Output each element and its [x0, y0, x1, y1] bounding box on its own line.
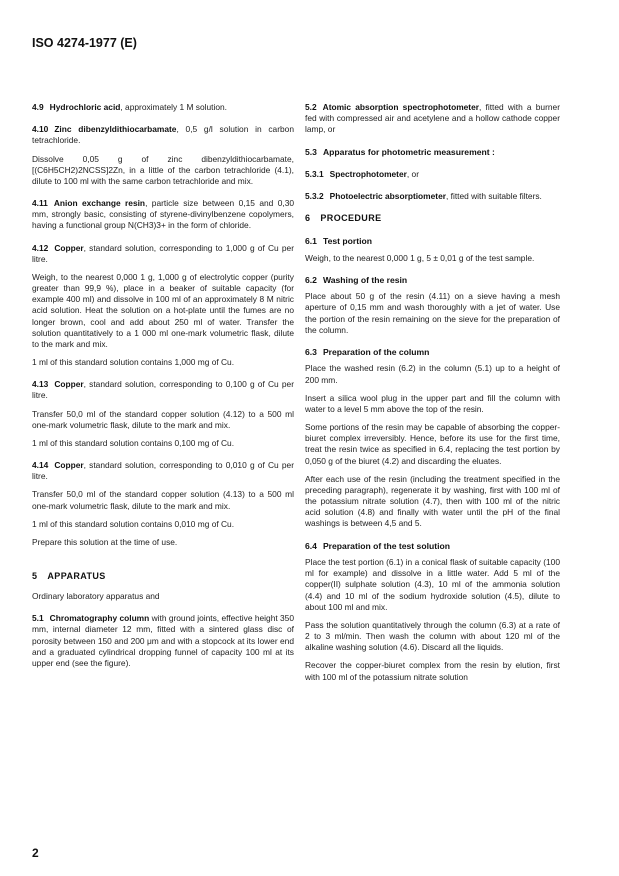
section-title: Hydrochloric acid — [49, 102, 121, 112]
left-column — [32, 102, 294, 680]
paragraph: Dissolve 0,05 g of zinc dibenzyldithiocarbamate, [(C6H5CH2)2NCSS]2Zn, in a little of the carbon tetrachloride (4.1), dilute to 100 ml with the same carbon tetrachloride and mix. — [32, 153, 294, 186]
paragraph: Ordinary laboratory apparatus and — [32, 591, 160, 602]
page-number: 2 — [32, 846, 39, 860]
section-4-12 — [32, 243, 294, 369]
paragraph: Pass the solution quantitatively through the column (6.3) at a rate of 2 to 3 ml/min. Then wash the column with about 120 ml of the alkaline washing solution (4.6). Discard all the liquids. — [305, 619, 560, 653]
section-number: 4.10 — [32, 124, 49, 135]
section-title: PROCEDURE — [320, 213, 382, 224]
section-title: Test portion — [322, 236, 372, 247]
section-text: , standard solution, corresponding to 0,010 g of Cu per litre. — [32, 460, 294, 482]
paragraph: Place the test portion (6.1) in a conical flask of suitable capacity (100 ml for example) and dissolve in a little water. Add 5 ml of the copper(II) sulphate solution (4.3), 10 ml of the ammonia solution (4.4) and 10 ml of the sodium hydroxide solution (4.5), dilute to about 100 ml and mix. — [305, 557, 560, 612]
section-title: Copper — [54, 242, 84, 253]
paragraph: 1 ml of this standard solution contains 0,010 mg of Cu. — [32, 518, 235, 529]
section-text: , approximately 1 M solution. — [120, 102, 228, 112]
section-title: Copper — [54, 379, 84, 390]
section-text: , 0,5 g/l solution in carbon tetrachloride. — [32, 124, 294, 146]
section-number: 4.12 — [32, 242, 49, 253]
paragraph: Transfer 50,0 ml of the standard copper solution (4.12) to a 500 ml one-mark volumetric flask, dilute to the mark and mix. — [32, 408, 294, 430]
section-5 — [32, 571, 294, 602]
paragraph: Some portions of the resin may be capable of absorbing the copper-biuret complex irreversibly. Hence, before its use for the first time, treat the resin twice as specified in 6.4, replacing the test portion by 0,050 g of the biuret (4.2) and discarding the eluates. — [305, 422, 560, 466]
section-6-1 — [305, 236, 560, 264]
section-6-4 — [305, 541, 560, 683]
paragraph: 1 ml of this standard solution contains 0,100 mg of Cu. — [32, 437, 235, 448]
chapter-heading — [305, 213, 560, 225]
paragraph: Prepare this solution at the time of use. — [32, 536, 178, 547]
section-text: , standard solution, corresponding to 0,100 g of Cu per litre. — [32, 379, 294, 401]
section-number: 4.9 — [32, 102, 44, 112]
section-4-10 — [32, 124, 294, 187]
section-number: 5.2 — [305, 102, 317, 112]
section-text: , fitted with a burner fed with compressed air and acetylene and a hollow cathode copper lamp, or — [305, 102, 560, 135]
section-5-1 — [32, 613, 294, 669]
section-6-3 — [305, 347, 560, 530]
paragraph: After each use of the resin (including the treatment specified in the preceding paragraph), regenerate it by washing, first with 100 ml of the potassium nitrate solution (4.7), then with 100 ml of the nitric acid solution (4.8) and finally with water until the pH of the final washings is between 4,5 and 5. — [305, 473, 560, 529]
section-4-9 — [32, 102, 294, 113]
section-text: , standard solution, corresponding to 1,000 g of Cu per litre. — [32, 242, 294, 264]
section-number: 4.11 — [32, 198, 48, 209]
section-title: Spectrophotometer — [329, 168, 407, 179]
section-5-2 — [305, 102, 560, 136]
section-number: 6.1 — [305, 236, 317, 247]
section-text: , particle size between 0,15 and 0,30 mm, strongly basic, consisting of styrene-divinylbenzene copolymers, having a functional group N(CH3)3+ in the form of chloride. — [32, 198, 295, 231]
paragraph: Insert a silica wool plug in the upper part and fill the column with water to a level 5 mm above the top of the resin. — [305, 392, 560, 414]
section-number: 6.2 — [305, 274, 317, 285]
document-header: ISO 4274-1977 (E) — [32, 36, 137, 50]
section-title: Anion exchange resin — [53, 198, 146, 209]
paragraph: Weigh, to the nearest 0,000 1 g, 5 ± 0,01 g of the test sample. — [305, 252, 535, 263]
paragraph: Transfer 50,0 ml of the standard copper solution (4.13) to a 500 ml one-mark volumetric flask, dilute to the mark and mix. — [32, 489, 294, 511]
section-5-3-1 — [305, 169, 560, 180]
section-title: Preparation of the column — [322, 346, 430, 357]
section-number: 4.14 — [32, 460, 49, 471]
section-title: Apparatus for photometric measurement : — [322, 146, 495, 157]
section-number: 5 — [32, 571, 38, 582]
paragraph: Recover the copper-biuret complex from the resin by elution, first with 100 ml of the potassium nitrate solution — [305, 660, 560, 682]
section-6 — [305, 213, 560, 225]
paragraph: Place the washed resin (6.2) in the column (5.1) up to a height of 200 mm. — [305, 363, 560, 385]
section-title: Preparation of the test solution — [322, 540, 450, 551]
section-title: Photoelectric absorptiometer — [329, 191, 446, 202]
section-number: 5.3.2 — [305, 191, 324, 202]
section-text: , fitted with suitable filters. — [446, 191, 542, 202]
section-number: 5.1 — [32, 613, 44, 624]
paragraph: Weigh, to the nearest 0,000 1 g, 1,000 g of electrolytic copper (purity greater than 99,9 %), place in a beaker of suitable capacity (for example 400 ml) and dissolve in 100 ml of an approximately 8 M nitric acid solution. Heat the solution on a hot-plate until the fumes are no longer brown, cool and add about 250 ml of water. Transfer the solution quantitatively to a 1 000 ml one-mark volumetric flask, dilute to the mark and mix. — [32, 271, 294, 349]
paragraph: 1 ml of this standard solution contains 1,000 mg of Cu. — [32, 357, 235, 368]
paragraph: Place about 50 g of the resin (4.11) on a sieve having a mesh aperture of 0,15 mm and wash thoroughly with a jet of water. Use the portion of the resin remaining on the sieve for the preparation of the column. — [305, 291, 560, 335]
chapter-heading — [32, 571, 294, 583]
section-title: Chromatography column — [49, 613, 150, 624]
section-text: with ground joints, effective height 350 mm, internal diameter 12 mm, fitted with a sintered glass disc of porosity between 150 and 200 μm and with a stopcock at its lower end and a graduated cylindrical dropping funnel of capacity 100 ml at its upper end (see the figure). — [32, 613, 294, 668]
section-title: Washing of the resin — [322, 274, 408, 285]
section-number: 6 — [305, 213, 311, 224]
section-title: APPARATUS — [47, 571, 106, 582]
section-title: Copper — [54, 460, 84, 471]
section-number: 6.3 — [305, 346, 317, 357]
section-title: Atomic absorption spectrophotometer — [322, 102, 479, 112]
section-4-14 — [32, 460, 294, 548]
section-5-3 — [305, 147, 560, 158]
section-5-3-2 — [305, 191, 560, 202]
section-4-13 — [32, 379, 294, 449]
section-title: Zinc dibenzyldithiocarbamate — [54, 124, 177, 135]
section-text: , or — [406, 168, 419, 179]
section-number: 4.13 — [32, 379, 49, 390]
section-number: 5.3 — [305, 146, 317, 157]
section-6-2 — [305, 275, 560, 336]
section-4-11 — [32, 198, 294, 232]
right-column — [305, 102, 560, 694]
section-number: 5.3.1 — [305, 168, 324, 179]
section-number: 6.4 — [305, 540, 317, 551]
